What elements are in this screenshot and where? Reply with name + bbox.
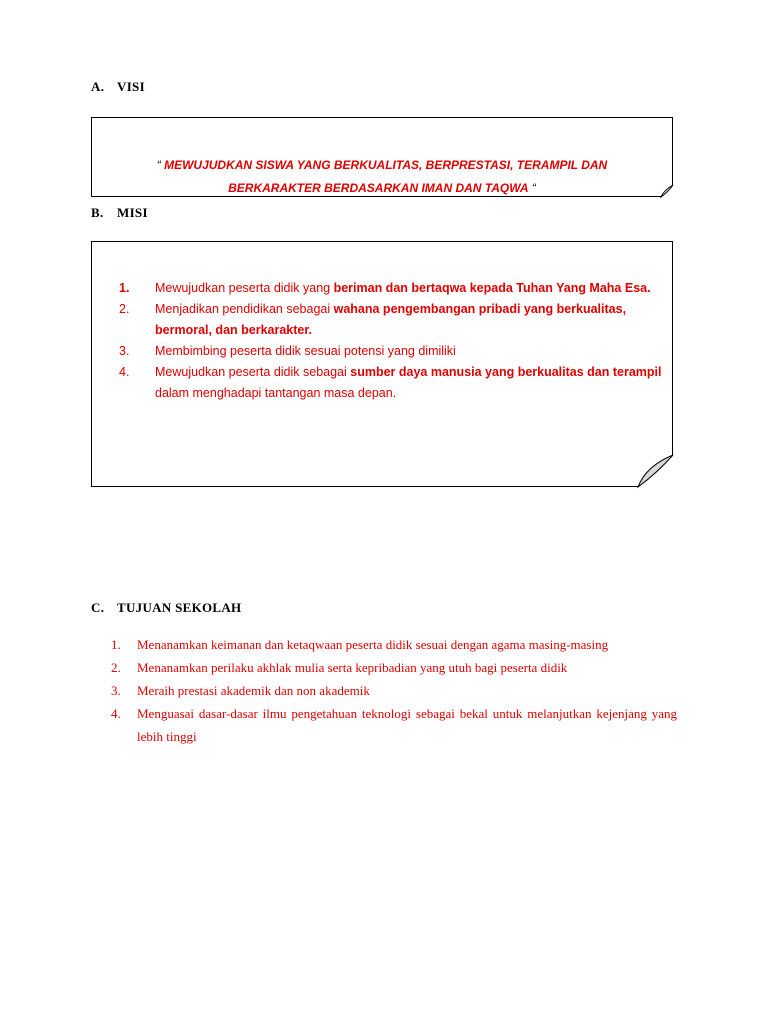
section-a-title: VISI — [117, 79, 145, 94]
tujuan-item-3 — [111, 679, 677, 702]
tujuan-item-4 — [111, 702, 677, 748]
misi-item-2 — [92, 299, 674, 341]
tujuan-item-2 — [111, 656, 677, 679]
misi-item-number: 1. — [119, 281, 130, 295]
misi-item-bold: wahana pengembangan pribadi yang berkualitas, bermoral, dan berkarakter. — [155, 302, 627, 337]
misi-list — [92, 278, 674, 404]
misi-item-text: Membimbing peserta didik sesuai potensi yang dimiliki — [155, 344, 456, 358]
visi-statement — [92, 154, 672, 197]
visi-open-quote: “ — [156, 158, 165, 172]
misi-box — [91, 241, 673, 487]
tujuan-item-1 — [111, 633, 677, 656]
misi-item-number: 3. — [119, 344, 130, 358]
misi-item-number: 2. — [119, 302, 130, 316]
tujuan-item-text: Menguasai dasar-dasar ilmu pengetahuan teknologi sebagai bekal untuk melanjutkan kejenjang yang lebih tinggi — [137, 706, 677, 744]
misi-item-number: 4. — [119, 365, 130, 379]
tujuan-item-number: 4. — [111, 706, 121, 721]
misi-item-text: Mewujudkan peserta didik sebagai — [155, 365, 351, 379]
section-c-heading — [91, 600, 241, 616]
tujuan-list — [111, 633, 677, 748]
misi-item-4 — [92, 362, 674, 404]
misi-item-text: Mewujudkan peserta didik yang — [155, 281, 334, 295]
section-b-letter: B. — [91, 205, 104, 220]
tujuan-item-text: Menanamkan keimanan dan ketaqwaan peserta didik sesuai dengan agama masing-masing — [137, 637, 609, 652]
visi-box — [91, 117, 673, 197]
tujuan-item-text: Menanamkan perilaku akhlak mulia serta kepribadian yang utuh bagi peserta didik — [137, 660, 568, 675]
tujuan-item-number: 3. — [111, 683, 121, 698]
misi-item-bold: sumber daya manusia yang berkualitas dan terampil — [350, 365, 662, 379]
section-b-title: MISI — [117, 205, 148, 220]
tujuan-item-number: 2. — [111, 660, 121, 675]
visi-close-quote: “ — [528, 181, 536, 195]
visi-text: MEWUJUDKAN SISWA YANG BERKUALITAS, BERPRESTASI, TERAMPIL DAN BERKARAKTER BERDASARKAN IMAN DAN TAQWA — [164, 158, 608, 195]
misi-item-1 — [92, 278, 674, 299]
section-c-letter: C. — [91, 600, 105, 615]
tujuan-item-text: Meraih prestasi akademik dan non akademik — [137, 683, 370, 698]
misi-item-bold: beriman dan bertaqwa kepada Tuhan Yang Maha Esa. — [333, 281, 651, 295]
tujuan-item-number: 1. — [111, 637, 121, 652]
misi-item-text: Menjadikan pendidikan sebagai — [155, 302, 334, 316]
section-a-heading — [91, 79, 145, 95]
section-b-heading — [91, 205, 148, 221]
misi-item-3 — [92, 341, 674, 362]
misi-item-post: dalam menghadapi tantangan masa depan. — [155, 386, 397, 400]
section-a-letter: A. — [91, 79, 105, 94]
section-c-title: TUJUAN SEKOLAH — [117, 600, 242, 615]
